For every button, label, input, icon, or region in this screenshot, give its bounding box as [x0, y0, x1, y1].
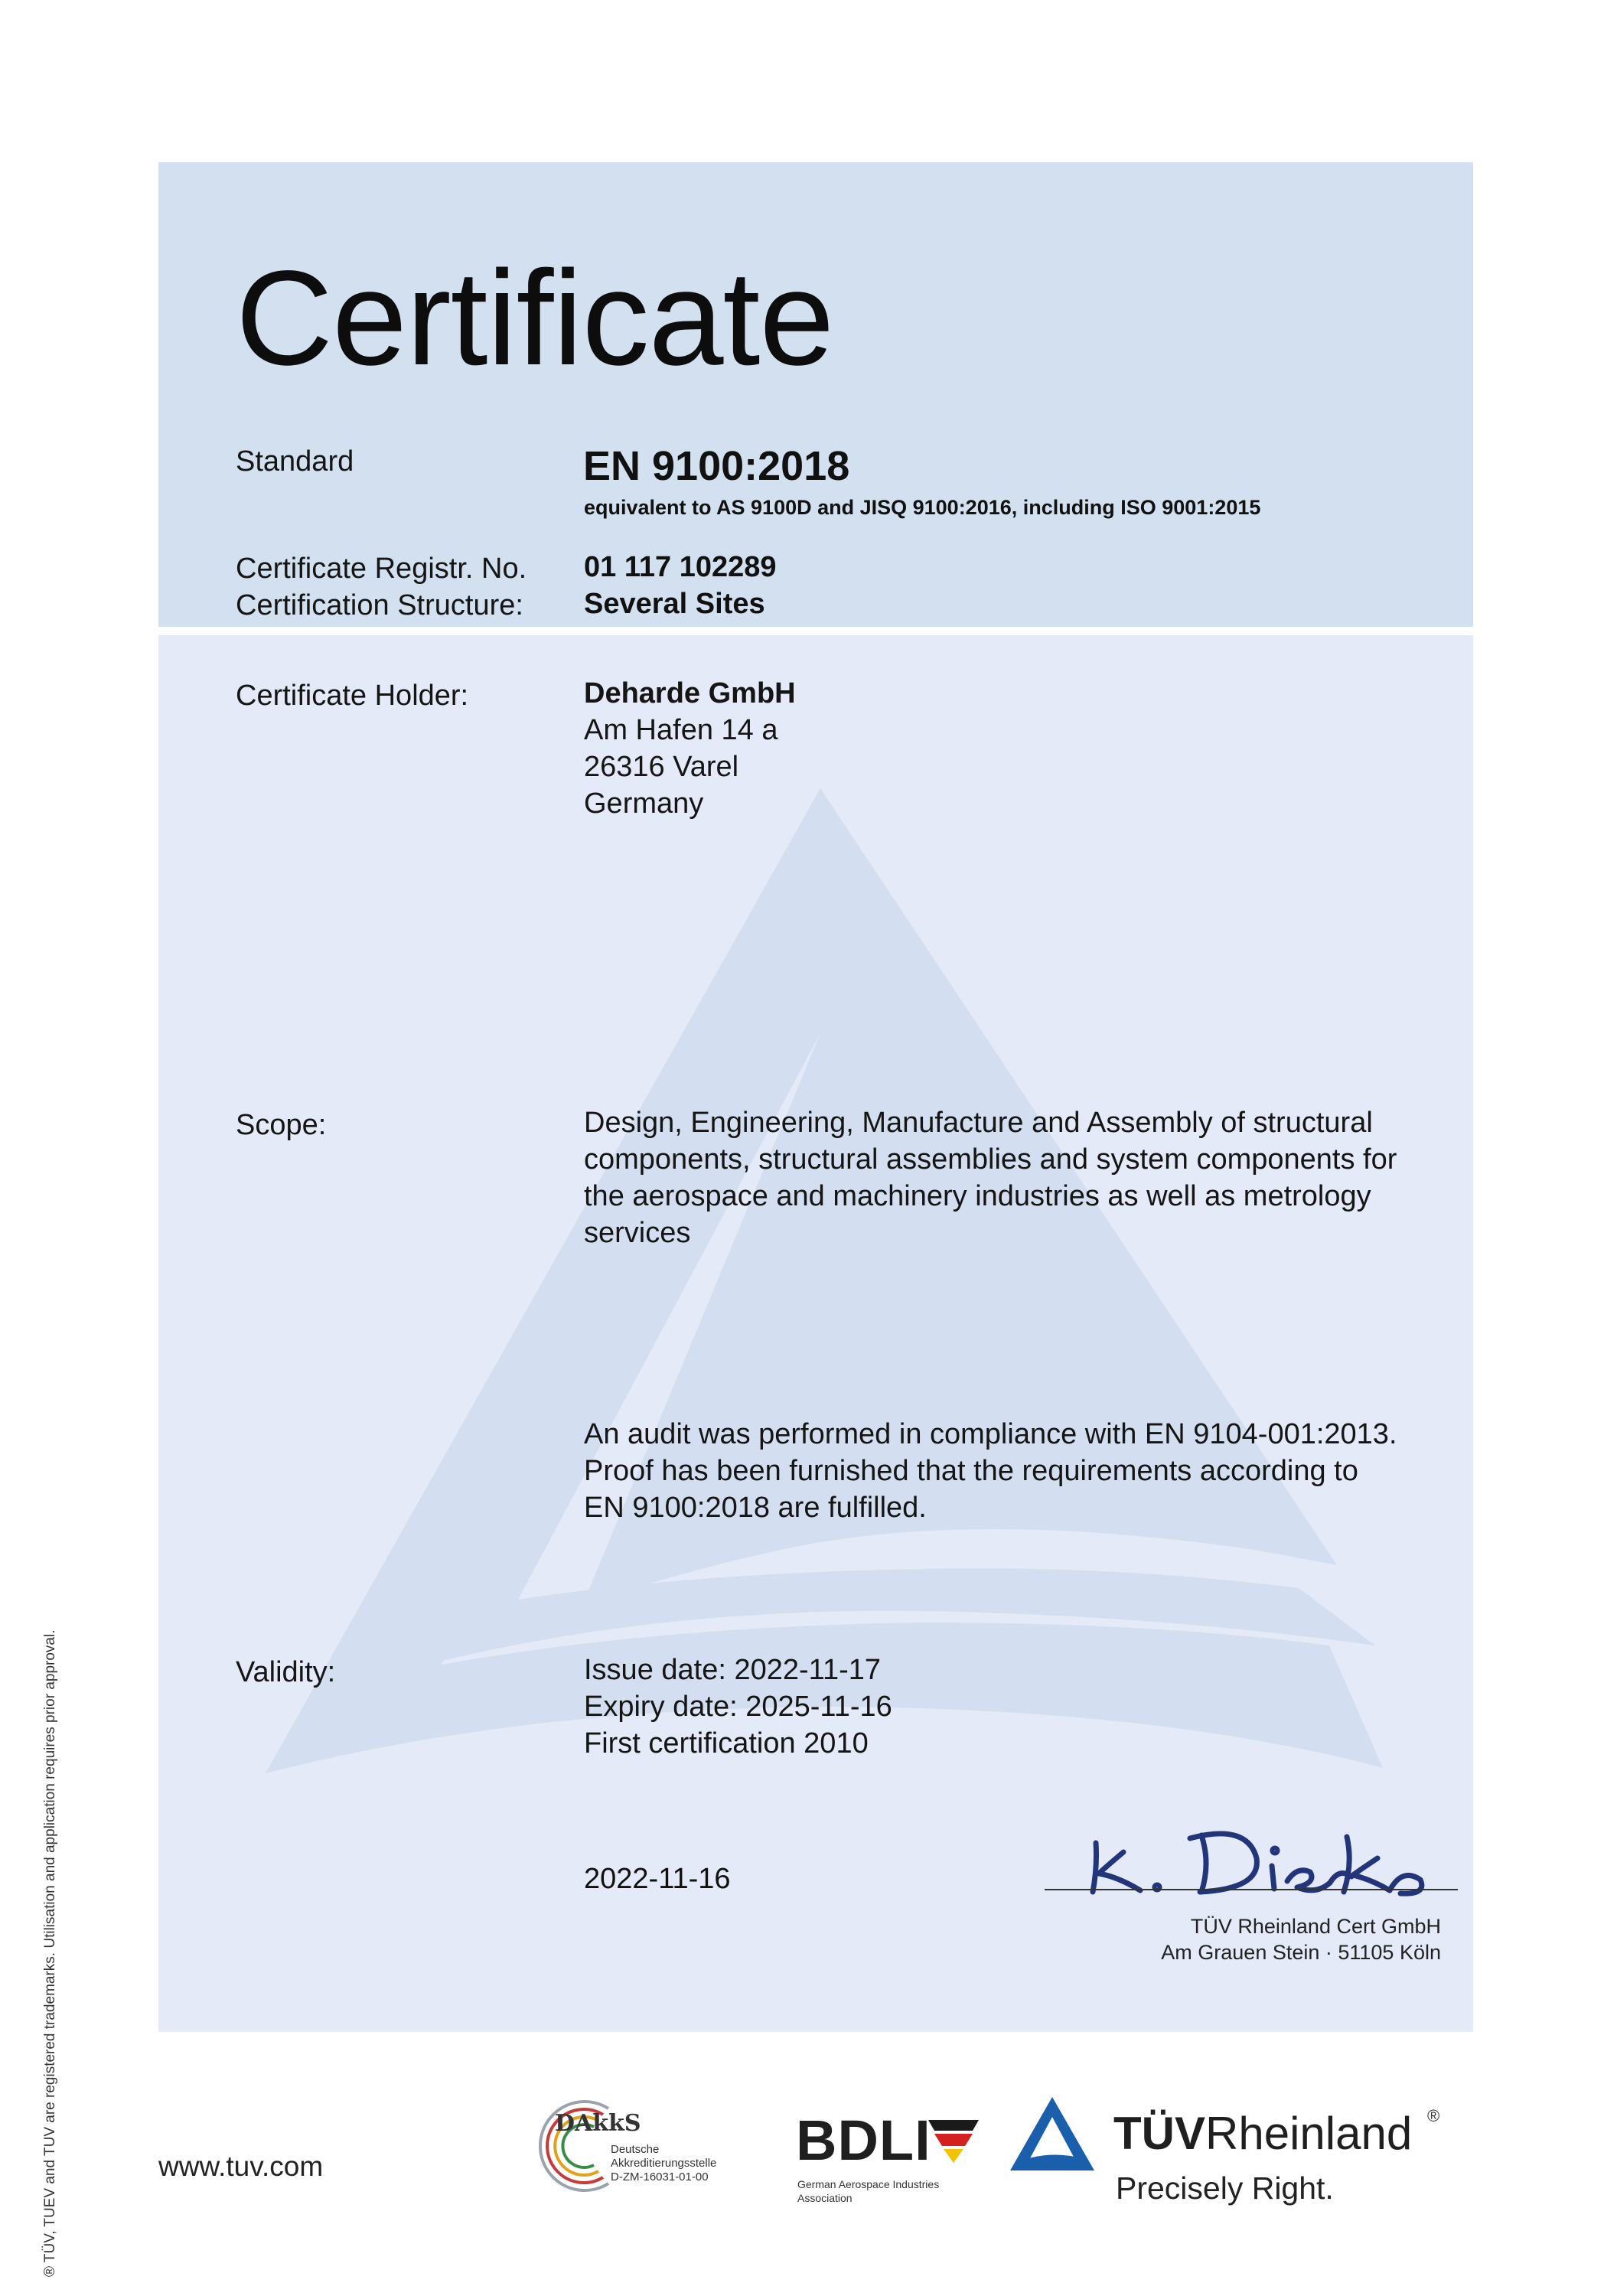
bdli-subtext: Association — [797, 2192, 853, 2204]
registered-mark: ® — [1427, 2106, 1440, 2125]
standard-equivalent: equivalent to AS 9100D and JISQ 9100:2016, including ISO 9001:2015 — [584, 496, 1261, 519]
signing-date: 2022-11-16 — [584, 1863, 731, 1895]
dakks-subtext: Deutsche — [611, 2143, 660, 2156]
structure-label: Certification Structure: — [236, 589, 523, 621]
scope-line: Design, Engineering, Manufacture and Assembly of structural — [584, 1107, 1373, 1139]
scope-line: components, structural assemblies and system components for — [584, 1143, 1397, 1176]
issuer-name: TÜV Rheinland Cert GmbH — [1190, 1915, 1441, 1938]
scope-text — [584, 1104, 1397, 1251]
signature-line — [1045, 1889, 1458, 1890]
tuv-wordmark-rest: Rheinland — [1205, 2108, 1413, 2159]
registration-label: Certificate Registr. No. — [236, 553, 527, 585]
tuv-wordmark-bold: TÜV — [1113, 2108, 1205, 2159]
holder-address-line: 26316 Varel — [584, 751, 739, 783]
issuer-address: Am Grauen Stein · 51105 Köln — [1161, 1941, 1441, 1964]
signature — [1087, 1821, 1439, 1906]
registration-number: 01 117 102289 — [584, 551, 777, 583]
holder-address-line: Am Hafen 14 a — [584, 714, 778, 746]
audit-line: An audit was performed in compliance with EN 9104-001:2013. — [584, 1418, 1397, 1450]
tuv-triangle-logo-icon — [1009, 2095, 1096, 2172]
holder-label: Certificate Holder: — [236, 680, 469, 712]
tuv-rheinland-wordmark — [1113, 2107, 1412, 2160]
scope-line: the aerospace and machinery industries as well as metrology — [584, 1180, 1371, 1212]
standard-value: EN 9100:2018 — [583, 443, 850, 489]
expiry-date: Expiry date: 2025-11-16 — [584, 1691, 892, 1723]
bdli-flag-icon — [928, 2120, 979, 2163]
audit-line: Proof has been furnished that the requirements according to — [584, 1455, 1358, 1487]
scope-line: services — [584, 1217, 691, 1249]
audit-statement — [584, 1416, 1397, 1526]
trademark-note: ® TÜV, TUEV and TUV are registered trademarks. Utilisation and application requires prior approval. — [42, 1629, 58, 2277]
holder-address-line: Germany — [584, 788, 704, 820]
first-certification: First certification 2010 — [584, 1727, 869, 1760]
dakks-accreditation-number: D-ZM-16031-01-00 — [611, 2170, 709, 2183]
dakks-subtext: Akkreditierungsstelle — [611, 2157, 717, 2170]
holder-name: Deharde GmbH — [584, 677, 796, 709]
website-link[interactable]: www.tuv.com — [158, 2151, 324, 2182]
validity-block — [584, 1652, 892, 1762]
scope-label: Scope: — [236, 1109, 327, 1141]
tuv-slogan: Precisely Right. — [1116, 2170, 1334, 2206]
bdli-subtext: German Aerospace Industries — [797, 2178, 940, 2190]
validity-label: Validity: — [236, 1656, 336, 1688]
standard-label: Standard — [236, 445, 354, 478]
holder-block — [584, 675, 796, 822]
issue-date: Issue date: 2022-11-17 — [584, 1654, 882, 1686]
audit-line: EN 9100:2018 are fulfilled. — [584, 1492, 927, 1524]
bdli-logo-text: BDLI — [796, 2108, 931, 2172]
page-title: Certificate — [236, 243, 834, 393]
structure-value: Several Sites — [584, 588, 765, 620]
dakks-logo-text: DAkkS — [555, 2110, 641, 2137]
